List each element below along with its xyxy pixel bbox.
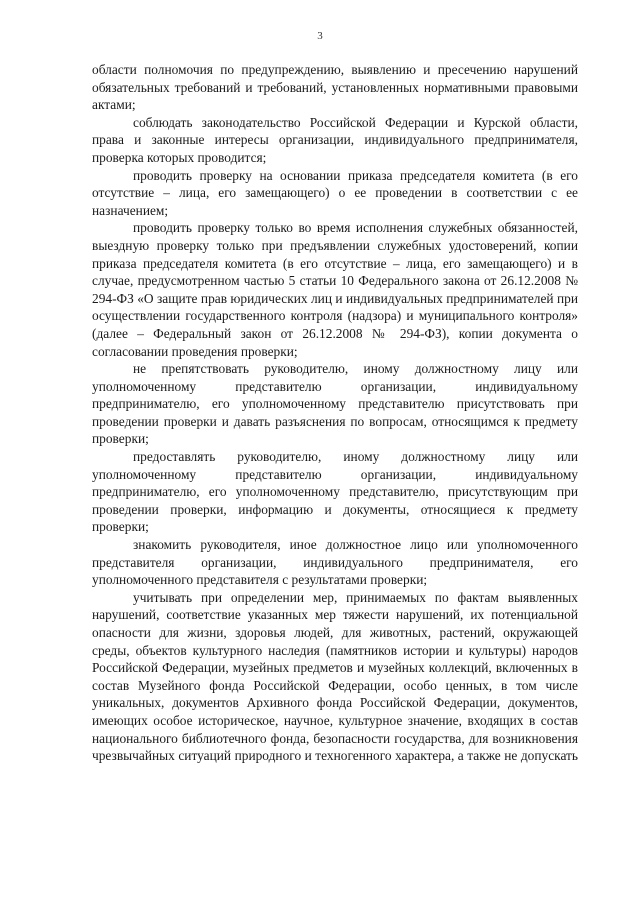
- paragraph-7: знакомить руководителя, иное должностное лицо или уполномоченного представителя организации, индивидуального предпринимателя, его уполномоченного представителя с результатами проверки;: [92, 537, 578, 588]
- paragraph-3: проводить проверку на основании приказа председателя комитета (в его отсутствие – лица, его замещающего) о ее проведении в соответствии с ее назначением;: [92, 167, 578, 218]
- paragraph-2: соблюдать законодательство Российской Федерации и Курской области, права и законные интересы организации, индивидуального предпринимателя, проверка которых проводится;: [92, 114, 578, 165]
- paragraph-8: учитывать при определении мер, принимаемых по фактам выявленных нарушений, соответствие указанных мер тяжести нарушений, их потенциальной опасности для жизни, здоровья людей, для животных, растений, окружающей среды, объектов культурного наследия (памятников истории и культуры) народов Российской Федерации, музейных предметов и музейных коллекций, включенных в состав Музейного фонда Российской Федерации, особо ценных, в том числе уникальных, документов Архивного фонда Российской Федерации, документов, имеющих особое историческое, научное, культурное значение, входящих в состав национального библиотечного фонда, безопасности государства, для возникновения чрезвычайных ситуаций природного и техногенного характера, а также не допускать: [92, 589, 578, 764]
- document-body: [92, 61, 578, 765]
- paragraph-6: предоставлять руководителю, иному должностному лицу или уполномоченному представителю организации, индивидуальному предпринимателю, его уполномоченному представителю, присутствующим при проведении проверки, информацию и документы, относящиеся к предмету проверки;: [92, 449, 578, 535]
- paragraph-1: области полномочия по предупреждению, выявлению и пресечению нарушений обязательных требований и требований, установленных нормативными правовыми актами;: [92, 62, 578, 113]
- page-number: 3: [317, 30, 323, 42]
- paragraph-5: не препятствовать руководителю, иному должностному лицу или уполномоченному представителю организации, индивидуальному предпринимателю, его уполномоченному представителю присутствовать при проведении проверки и давать разъяснения по вопросам, относящимся к предмету проверки;: [92, 361, 578, 447]
- paragraph-4: проводить проверку только во время исполнения служебных обязанностей, выездную проверку только при предъявлении служебных удостоверений, копии приказа председателя комитета (в его отсутствие – лица, его замещающего) и в случае, предусмотренном частью 5 статьи 10 Федерального закона от 26.12.2008 № 294-ФЗ «О защите прав юридических лиц и индивидуальных предпринимателей при осуществлении государственного контроля (надзора) и муниципального контроля» (далее – Федеральный закон от 26.12.2008 № 294-ФЗ), копии документа о согласовании проведения проверки;: [92, 220, 578, 359]
